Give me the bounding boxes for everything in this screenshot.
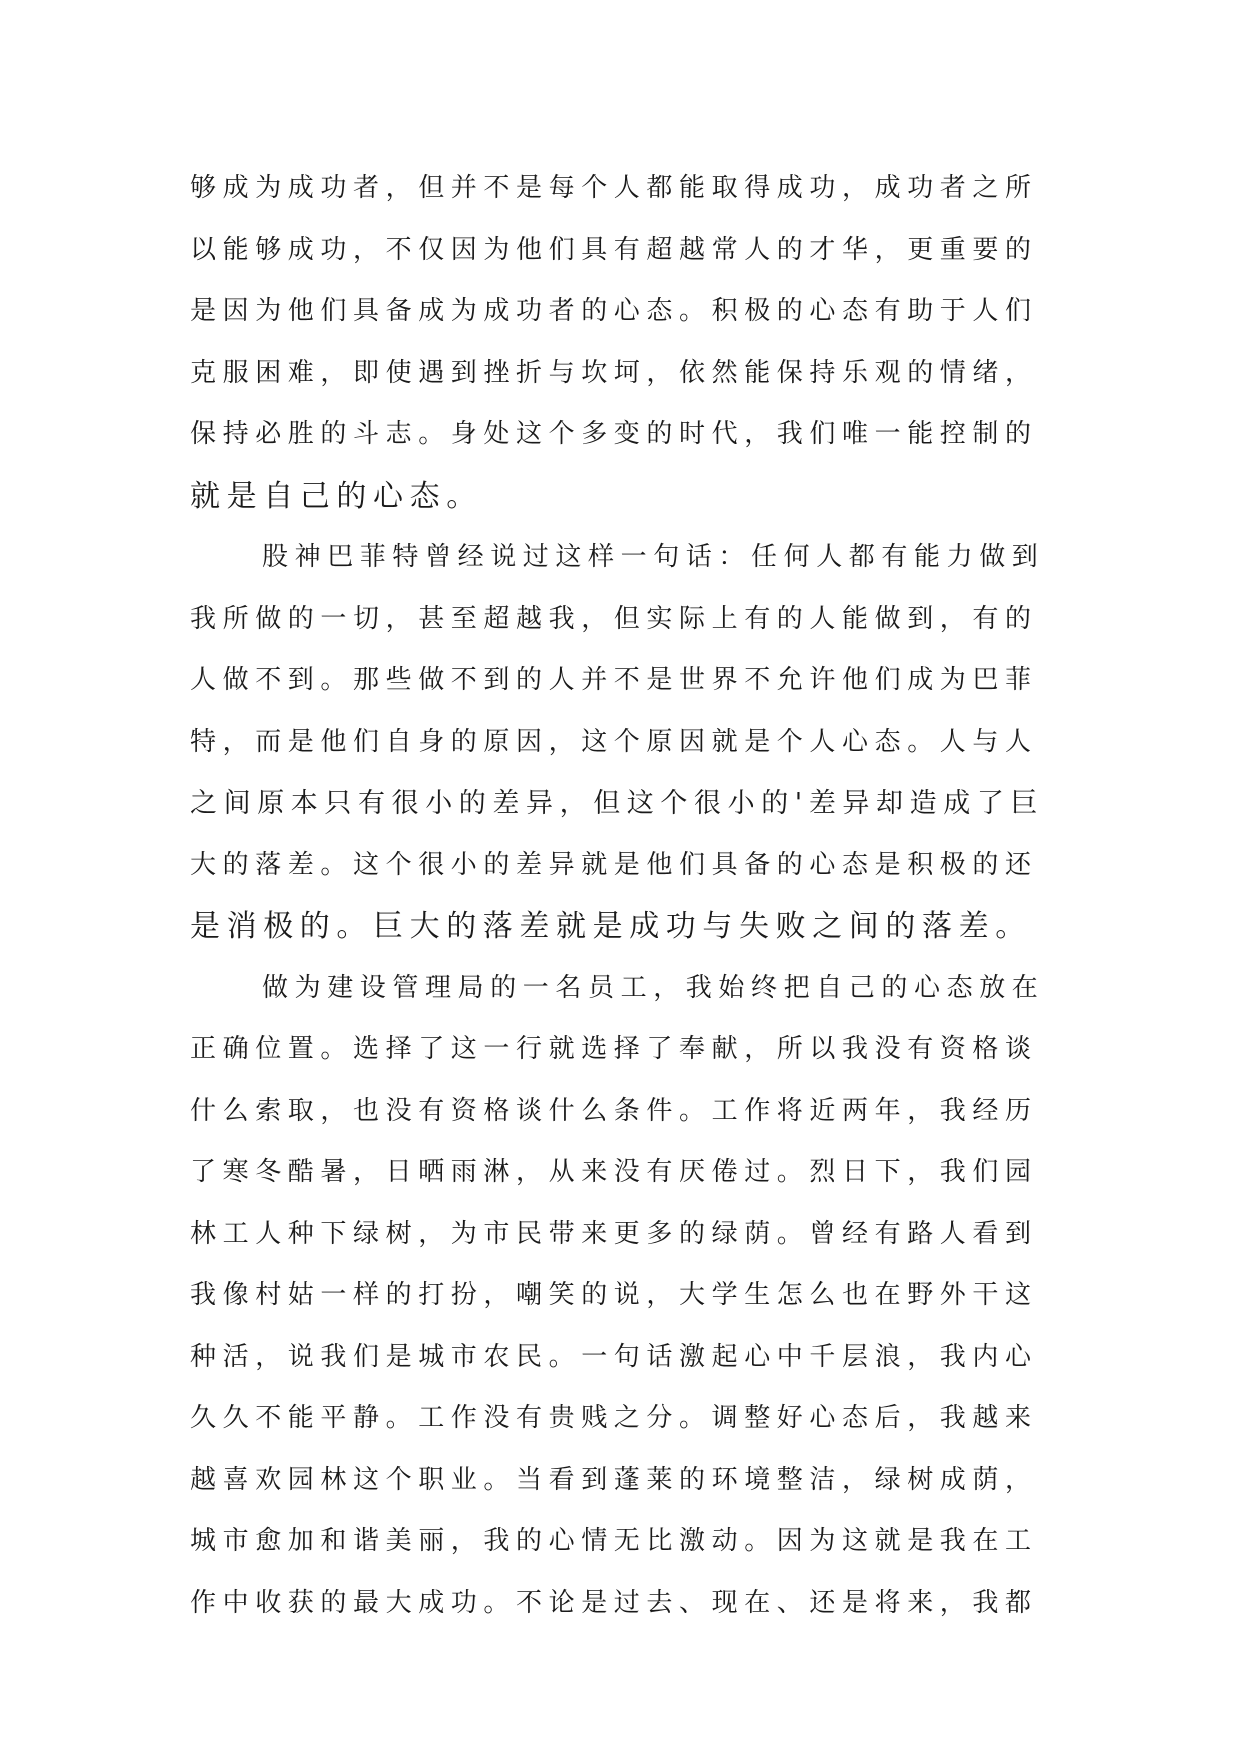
text-line: 我所做的一切，甚至超越我，但实际上有的人能做到，有的 (190, 603, 1038, 634)
text-line: 什么索取，也没有资格谈什么条件。工作将近两年，我经历 (190, 1095, 1038, 1126)
text-line: 种活，说我们是城市农民。一句话激起心中千层浪，我内心 (190, 1341, 1038, 1372)
text-line: 够成为成功者，但并不是每个人都能取得成功，成功者之所 (190, 173, 1038, 203)
text-line: 是因为他们具备成为成功者的心态。积极的心态有助于人们 (190, 296, 1038, 326)
text-line: 了寒冬酷暑，日晒雨淋，从来没有厌倦过。烈日下，我们园 (190, 1157, 1038, 1187)
body-text (190, 158, 1050, 1634)
text-line: 久久不能平静。工作没有贵贱之分。调整好心态后，我越来 (190, 1403, 1038, 1433)
text-line: 之间原本只有很小的差异，但这个很小的'差异却造成了巨 (190, 788, 1045, 819)
text-line: 保持必胜的斗志。身处这个多变的时代，我们唯一能控制的 (190, 419, 1038, 449)
text-line: 正确位置。选择了这一行就选择了奉献，所以我没有资格谈 (190, 1034, 1038, 1064)
text-line: 城市愈加和谐美丽，我的心情无比激动。因为这就是我在工 (190, 1526, 1038, 1556)
text-line: 就是自己的心态。 (190, 478, 483, 514)
text-line: 作中收获的最大成功。不论是过去、现在、还是将来，我都 (190, 1587, 1038, 1618)
text-line: 人做不到。那些做不到的人并不是世界不允许他们成为巴菲 (190, 665, 1038, 695)
text-line: 我像村姑一样的打扮，嘲笑的说，大学生怎么也在野外干这 (190, 1280, 1038, 1310)
text-line: 大的落差。这个很小的差异就是他们具备的心态是积极的还 (190, 849, 1038, 880)
paragraph-first-line: 做为建设管理局的一名员工，我始终把自己的心态放在 (262, 972, 1045, 1003)
text-line: 越喜欢园林这个职业。当看到蓬莱的环境整洁，绿树成荫， (190, 1464, 1038, 1495)
text-line: 以能够成功，不仅因为他们具有超越常人的才华，更重要的 (190, 234, 1038, 265)
text-line: 林工人种下绿树，为市民带来更多的绿荫。曾经有路人看到 (190, 1218, 1038, 1249)
text-line: 是消极的。巨大的落差就是成功与失败之间的落差。 (190, 909, 1032, 944)
text-line: 特，而是他们自身的原因，这个原因就是个人心态。人与人 (190, 726, 1038, 757)
paragraph-first-line: 股神巴菲特曾经说过这样一句话：任何人都有能力做到 (262, 542, 1045, 572)
text-line: 克服困难，即使遇到挫折与坎坷，依然能保持乐观的情绪， (190, 357, 1038, 388)
